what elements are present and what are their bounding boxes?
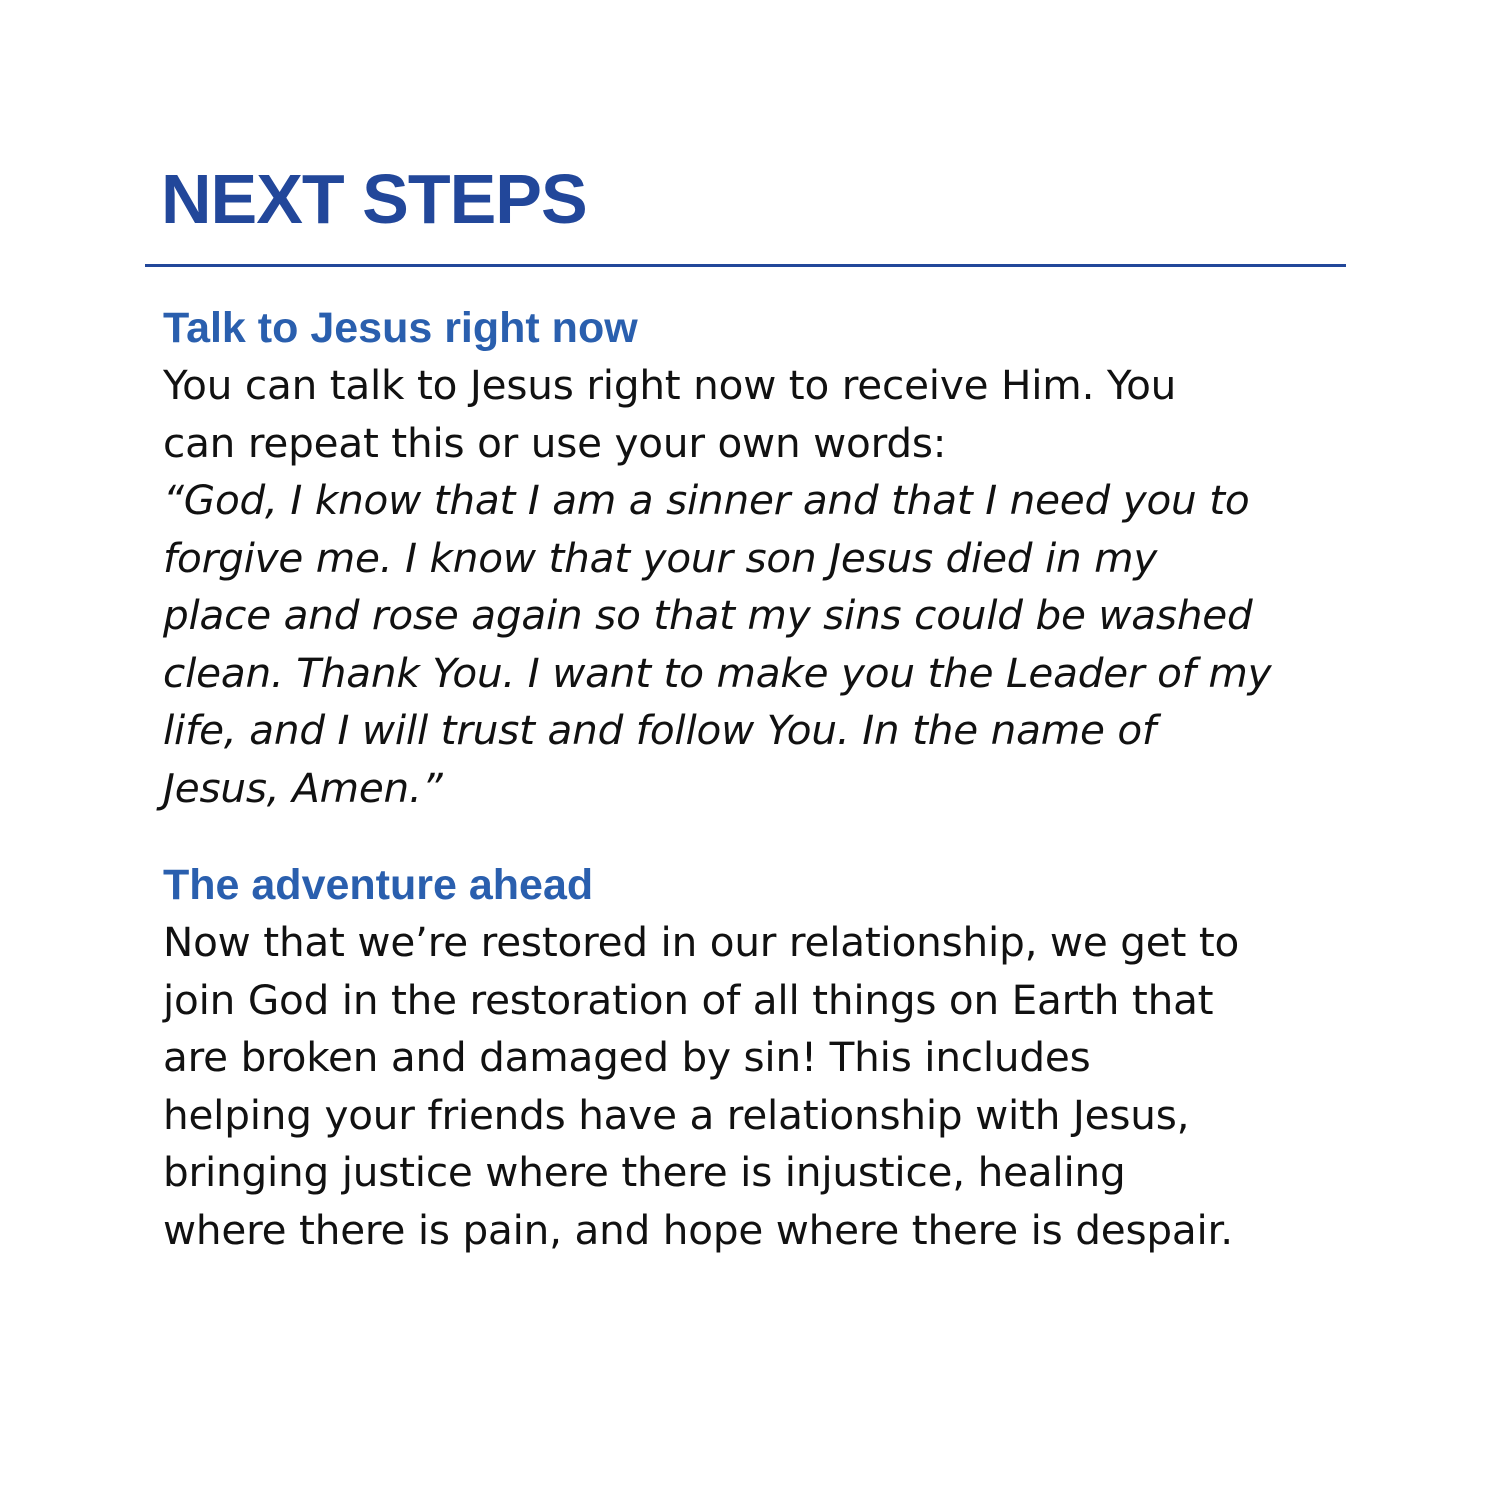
text-line: bringing justice where there is injustice, healing	[163, 1148, 1126, 1196]
page-title: NEXT STEPS	[161, 160, 587, 238]
prayer-line: forgive me. I know that your son Jesus died in my	[163, 533, 1158, 582]
text-line: helping your friends have a relationship with Jesus,	[163, 1090, 1190, 1139]
prayer-line: life, and I will trust and follow You. In the name of	[163, 706, 1156, 754]
text-line: Now that we’re restored in our relationship, we get to	[163, 918, 1240, 966]
text-line: You can talk to Jesus right now to receive Him. You	[163, 361, 1177, 409]
prayer-line: place and rose again so that my sins could be washed	[163, 591, 1253, 639]
prayer-line: clean. Thank You. I want to make you the Leader of my	[163, 648, 1272, 697]
section-heading: Talk to Jesus right now	[163, 304, 638, 352]
text-line: can repeat this or use your own words:	[163, 418, 947, 467]
prayer-line: Jesus, Amen.”	[163, 763, 443, 812]
prayer-line: “God, I know that I am a sinner and that I need you to	[163, 476, 1250, 524]
adventure-paragraph	[163, 914, 1348, 1259]
section-heading: The adventure ahead	[163, 861, 594, 909]
text-line: where there is pain, and hope where there is despair.	[163, 1205, 1233, 1254]
text-line: are broken and damaged by sin! This includes	[163, 1033, 1091, 1081]
intro-paragraph	[163, 357, 1348, 472]
content	[163, 299, 1348, 1259]
prayer-paragraph	[163, 472, 1348, 817]
text-line: join God in the restoration of all things on Earth that	[163, 975, 1214, 1024]
section-talk-to-jesus	[163, 299, 1348, 817]
section-adventure-ahead	[163, 856, 1348, 1259]
title-divider	[145, 264, 1346, 267]
